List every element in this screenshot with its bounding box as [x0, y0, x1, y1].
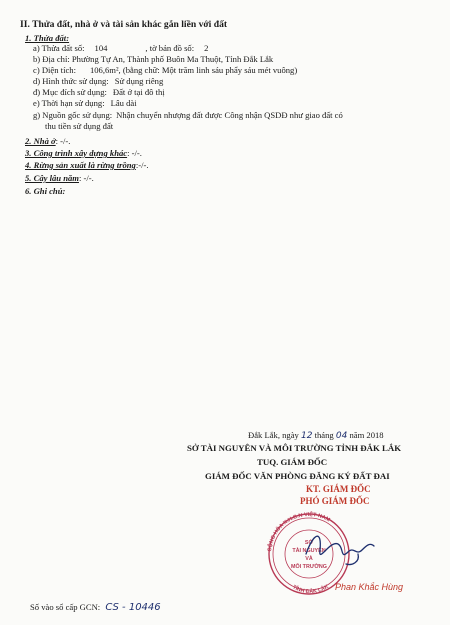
use-form-row	[33, 76, 163, 86]
purpose-value: Đất ở tại đô thị	[112, 87, 165, 97]
signer-name: Phan Khắc Hùng	[335, 582, 404, 592]
seal-center-line-2: TÀI NGUYÊN	[292, 548, 326, 554]
purpose-row	[33, 87, 165, 97]
perennial-label: 5. Cây lâu năm	[25, 173, 79, 183]
agency-name: SỞ TÀI NGUYÊN VÀ MÔI TRƯỜNG TỈNH ĐẮK LẮK	[187, 443, 402, 453]
construction-value: : -/-.	[127, 148, 142, 158]
parcel-number-value: 104	[94, 43, 108, 53]
use-form-label: d) Hình thức sử dụng:	[33, 76, 109, 86]
term-row	[33, 98, 137, 108]
date-day: 12	[301, 431, 313, 441]
seal-center-line-4: MÔI TRƯỜNG	[290, 564, 328, 570]
house-value: : -/-.	[55, 136, 71, 146]
forest-label: 4. Rừng sản xuất là rừng trồng	[25, 160, 136, 170]
month-label: tháng	[314, 430, 334, 440]
svg-text:TỈNH ĐẮK LẮK	[291, 584, 329, 595]
seal-ring-text: CỘNG HÒA X.H.C.N VIỆT NAM	[267, 511, 331, 552]
construction-label: 3. Công trình xây dựng khác	[25, 148, 128, 158]
house-label: 2. Nhà ở	[25, 136, 56, 146]
seal-center-line-1: SỞ	[304, 540, 314, 546]
origin-value-continued: thu tiền sử dụng đất	[45, 121, 114, 131]
origin-row	[33, 110, 343, 120]
map-sheet-label: , tờ bản đồ số:	[145, 43, 195, 53]
forest-value: :-/-.	[135, 160, 149, 170]
area-label: c) Diện tích:	[33, 65, 76, 75]
purpose-label: đ) Mục đích sử dụng:	[33, 87, 107, 97]
area-value: 106,6m², (bằng chữ: Một trăm linh sáu phẩy sáu mét vuông)	[89, 65, 298, 75]
area-row	[33, 65, 297, 75]
parcel-heading: 1. Thửa đất:	[25, 33, 70, 43]
date-line	[248, 430, 384, 441]
register-label: Số vào sổ cấp GCN:	[30, 602, 101, 612]
register-value: CS - 10446	[105, 602, 161, 613]
deputy-director-stamp: PHÓ GIÁM ĐỐC	[300, 496, 370, 506]
date-month: 04	[335, 431, 348, 441]
seal-center-line-3: VÀ	[305, 556, 313, 562]
register-row	[30, 602, 161, 613]
address-row: b) Địa chỉ: Phường Tự An, Thành phố Buôn Ma Thuột, Tỉnh Đắk Lắk	[33, 54, 274, 64]
use-form-value: Sử dụng riêng	[114, 76, 164, 86]
kt-director-stamp: KT. GIÁM ĐỐC	[306, 484, 371, 494]
handwritten-signature	[300, 520, 380, 570]
term-value: Lâu dài	[110, 98, 137, 108]
seal-bottom-text: TỈNH ĐẮK LẮK	[291, 583, 330, 596]
origin-label: g) Nguồn gốc sử dụng:	[33, 110, 113, 120]
construction-row	[25, 148, 142, 158]
parcel-number-row	[33, 43, 208, 53]
section-title: II. Thửa đất, nhà ở và tài sản khác gắn liền với đất	[20, 19, 228, 30]
year-label: năm 2018	[349, 430, 384, 440]
house-row	[25, 136, 70, 146]
perennial-row	[25, 173, 94, 183]
authorization-line: TUQ. GIÁM ĐỐC	[257, 457, 328, 467]
perennial-value: : -/-.	[78, 173, 94, 183]
term-label: e) Thời hạn sử dụng:	[33, 98, 105, 108]
parcel-number-label: a) Thửa đất số:	[33, 43, 85, 53]
date-prefix: Đắk Lắk, ngày	[248, 430, 299, 440]
map-sheet-value: 2	[204, 43, 209, 53]
office-director-title: GIÁM ĐỐC VĂN PHÒNG ĐĂNG KÝ ĐẤT ĐAI	[205, 471, 390, 481]
forest-row	[25, 160, 149, 170]
origin-value: Nhận chuyển nhượng đất được Công nhận QSDĐ như giao đất có	[116, 110, 343, 120]
notes-label: 6. Ghi chú:	[25, 186, 66, 196]
